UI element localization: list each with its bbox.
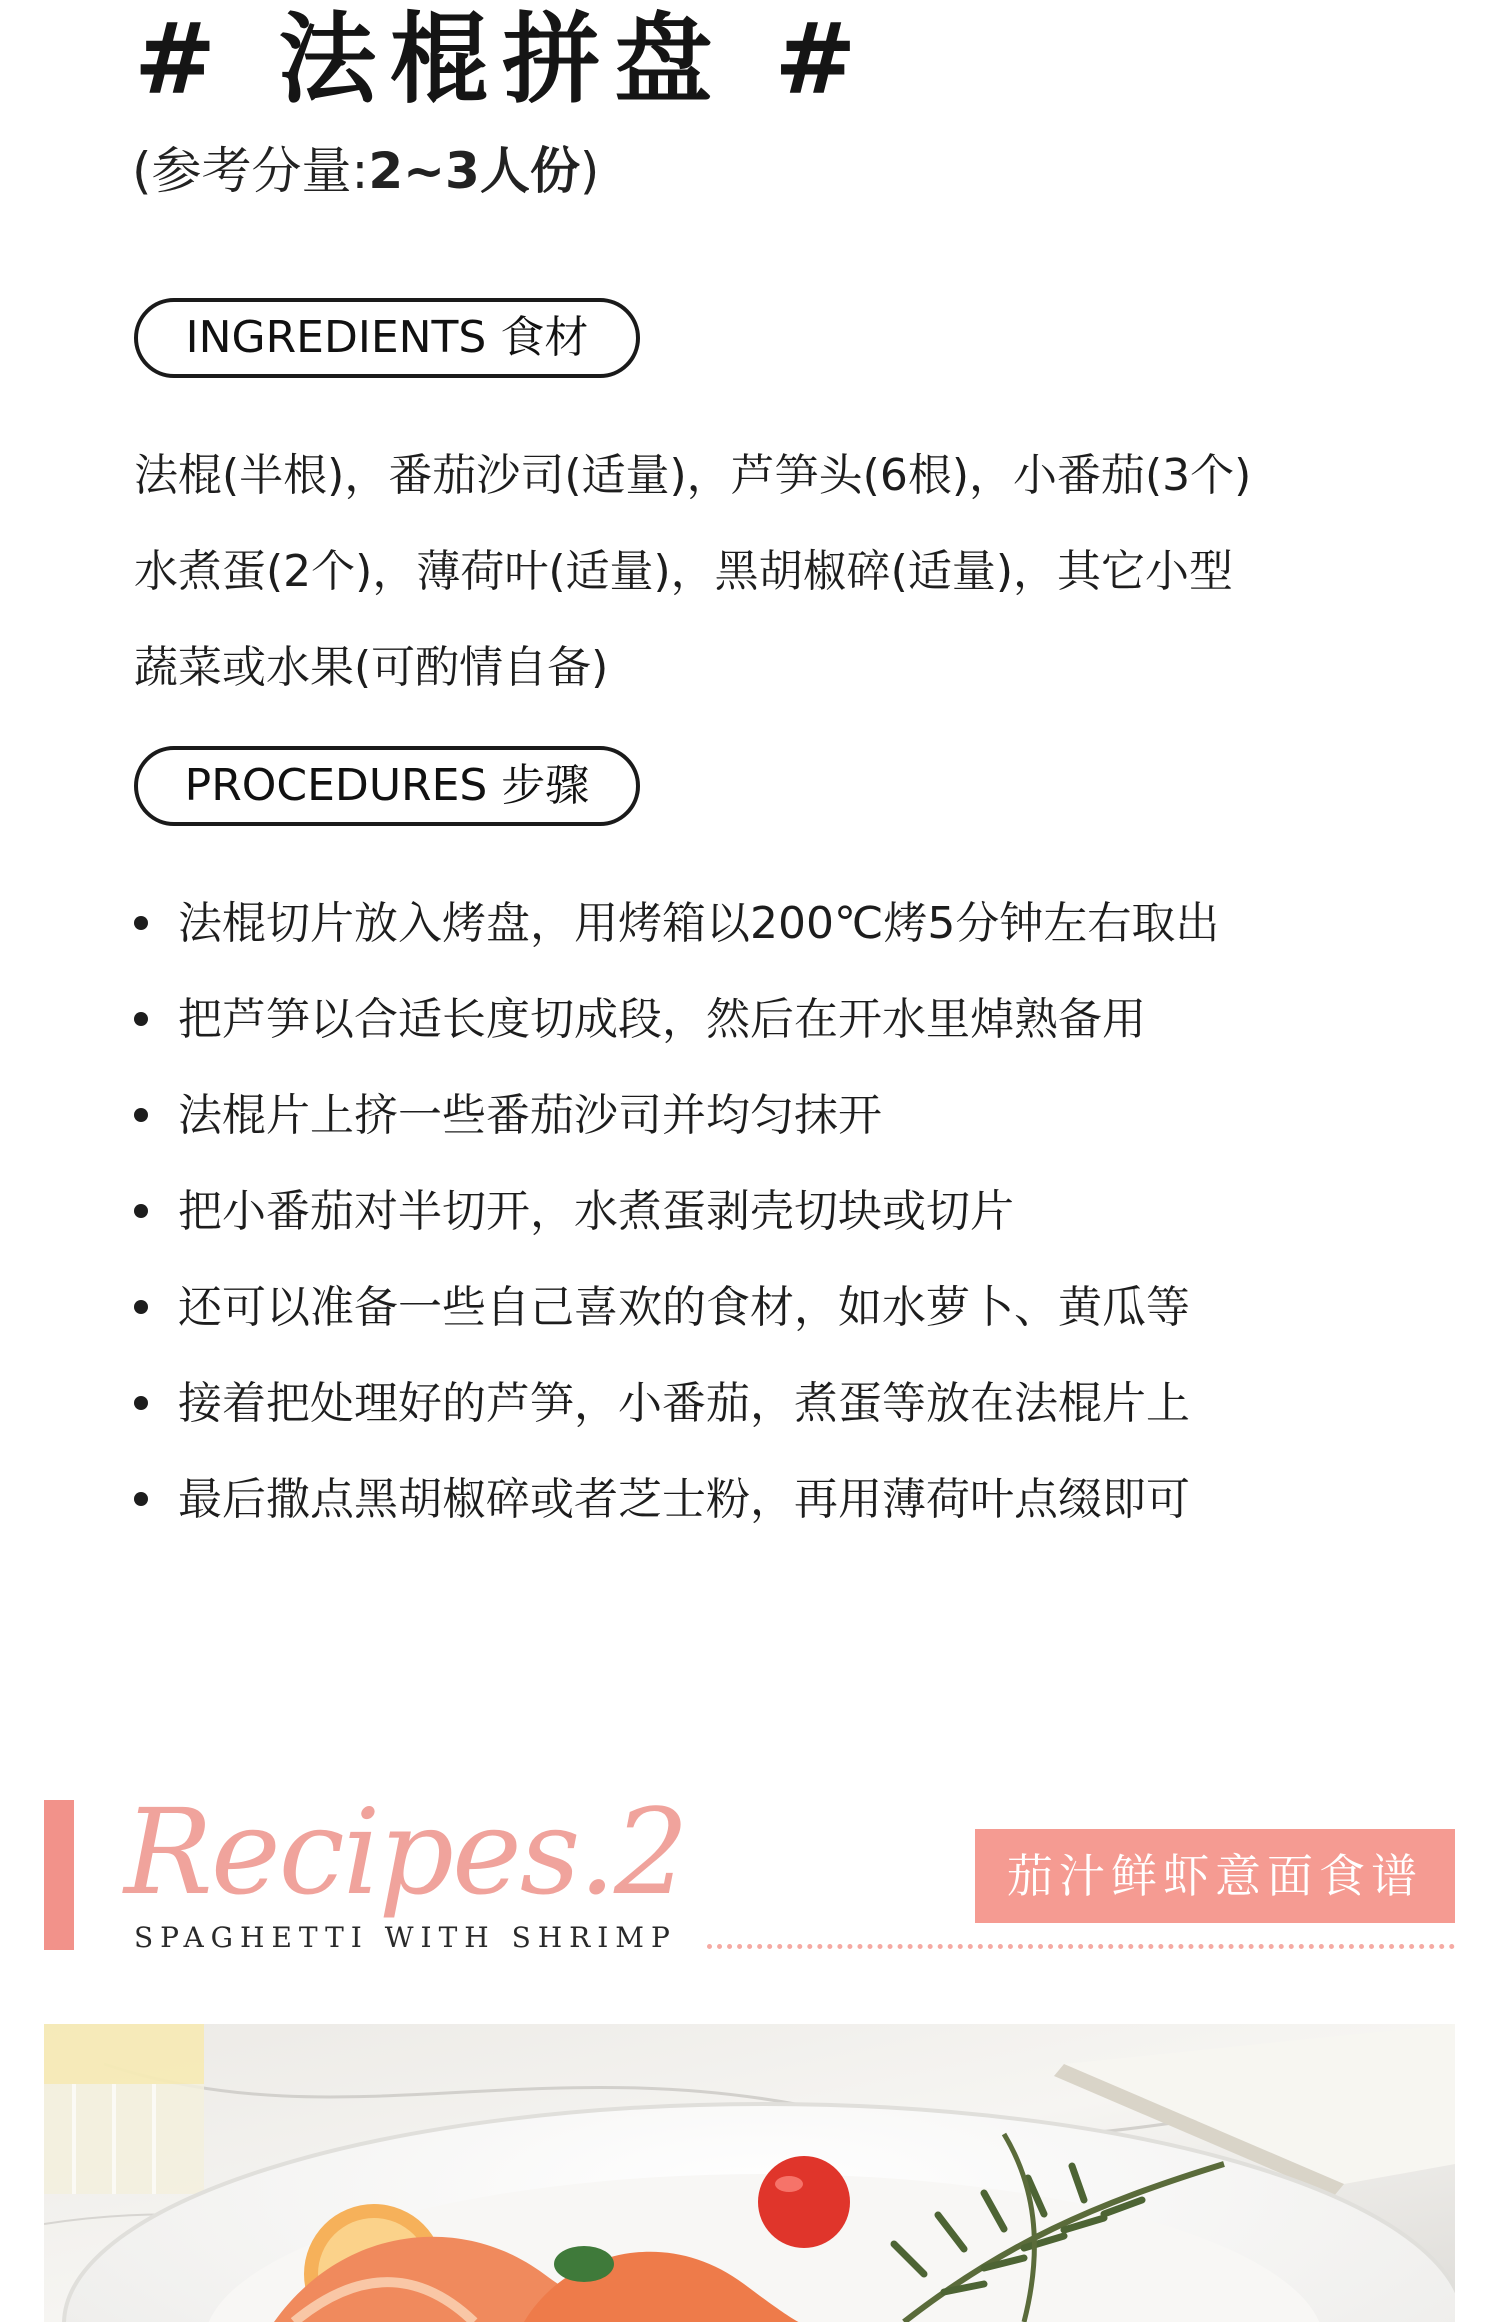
recipe-title-badge: 茄汁鲜虾意面食谱 (975, 1829, 1455, 1923)
servings-value: 2~3人份 (368, 142, 580, 200)
procedure-step-text: 把小番茄对半切开，水煮蛋剥壳切块或切片 (178, 1186, 1014, 1237)
procedure-step (132, 1356, 1219, 1452)
procedure-steps (132, 876, 1219, 1548)
procedure-step (132, 1452, 1219, 1548)
servings-note (132, 140, 599, 202)
procedure-step (132, 972, 1219, 1068)
servings-suffix: ) (579, 142, 600, 200)
pasta-dish-illustration (44, 2024, 1455, 2322)
dotted-divider (707, 1944, 1455, 1949)
ingredients-line: 法棍(半根)，番茄沙司(适量)，芦笋头(6根)，小番茄(3个) (134, 450, 1252, 501)
procedure-step-text: 法棍片上挤一些番茄沙司并均匀抹开 (178, 1090, 882, 1141)
ingredients-line: 蔬菜或水果(可酌情自备) (134, 642, 609, 693)
bullet-icon (134, 916, 148, 930)
dish-photo (44, 2024, 1455, 2322)
page-title: # 法棍拼盘 # (134, 3, 871, 117)
procedure-step-text: 法棍切片放入烤盘，用烤箱以200℃烤5分钟左右取出 (178, 898, 1220, 949)
procedures-heading: PROCEDURES 步骤 (134, 746, 640, 826)
bullet-icon (134, 1492, 148, 1506)
section-accent-bar (44, 1800, 74, 1950)
bullet-icon (134, 1396, 148, 1410)
ingredients-line: 水煮蛋(2个)，薄荷叶(适量)，黑胡椒碎(适量)，其它小型 (134, 546, 1233, 597)
bullet-icon (134, 1300, 148, 1314)
bullet-icon (134, 1204, 148, 1218)
procedure-step (132, 1260, 1219, 1356)
recipe-number-title: Recipes.2 (124, 1783, 688, 1921)
procedure-step (132, 876, 1219, 972)
ingredients-heading: INGREDIENTS 食材 (134, 298, 640, 378)
bullet-icon (134, 1108, 148, 1122)
procedure-step (132, 1164, 1219, 1260)
procedure-step (132, 1068, 1219, 1164)
procedure-step-text: 最后撒点黑胡椒碎或者芝士粉，再用薄荷叶点缀即可 (178, 1474, 1190, 1525)
recipe-subtitle-en: SPAGHETTI WITH SHRIMP (134, 1921, 677, 1954)
procedure-step-text: 把芦笋以合适长度切成段，然后在开水里焯熟备用 (178, 994, 1146, 1045)
procedure-step-text: 接着把处理好的芦笋，小番茄，煮蛋等放在法棍片上 (178, 1378, 1190, 1429)
procedure-step-text: 还可以准备一些自己喜欢的食材，如水萝卜、黄瓜等 (178, 1282, 1190, 1333)
ingredients-list (134, 428, 1384, 716)
servings-prefix: (参考分量: (132, 142, 369, 200)
bullet-icon (134, 1012, 148, 1026)
